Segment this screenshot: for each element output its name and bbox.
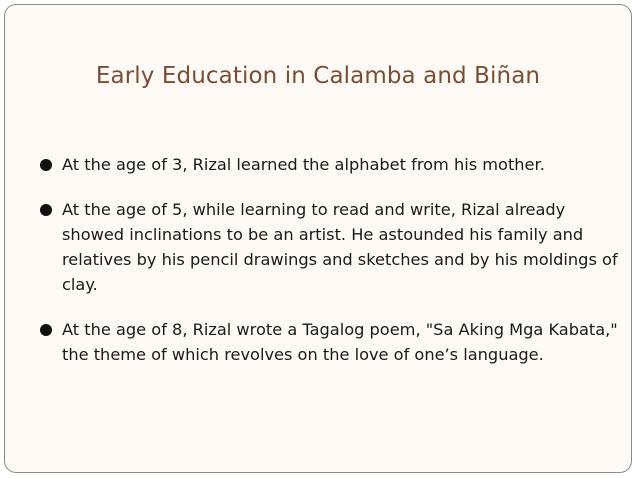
bullet-dot-icon	[40, 204, 52, 216]
bullet-text: At the age of 5, while learning to read and write, Rizal already showed inclinations to be an artist. He astounded his family and relatives by his pencil drawings and sketches and by his moldings of clay.	[62, 200, 618, 294]
bullet-item	[35, 317, 625, 367]
bullet-dot-icon	[40, 159, 52, 171]
bullet-text: At the age of 3, Rizal learned the alphabet from his mother.	[62, 155, 545, 174]
slide-title: Early Education in Calamba and Biñan	[95, 63, 541, 89]
bullet-list	[35, 152, 625, 387]
bullet-item	[35, 197, 625, 297]
slide-frame	[4, 4, 632, 473]
bullet-item	[35, 152, 625, 177]
bullet-dot-icon	[40, 324, 52, 336]
bullet-text: At the age of 8, Rizal wrote a Tagalog poem, "Sa Aking Mga Kabata," the theme of which revolves on the love of one’s language.	[62, 320, 618, 364]
